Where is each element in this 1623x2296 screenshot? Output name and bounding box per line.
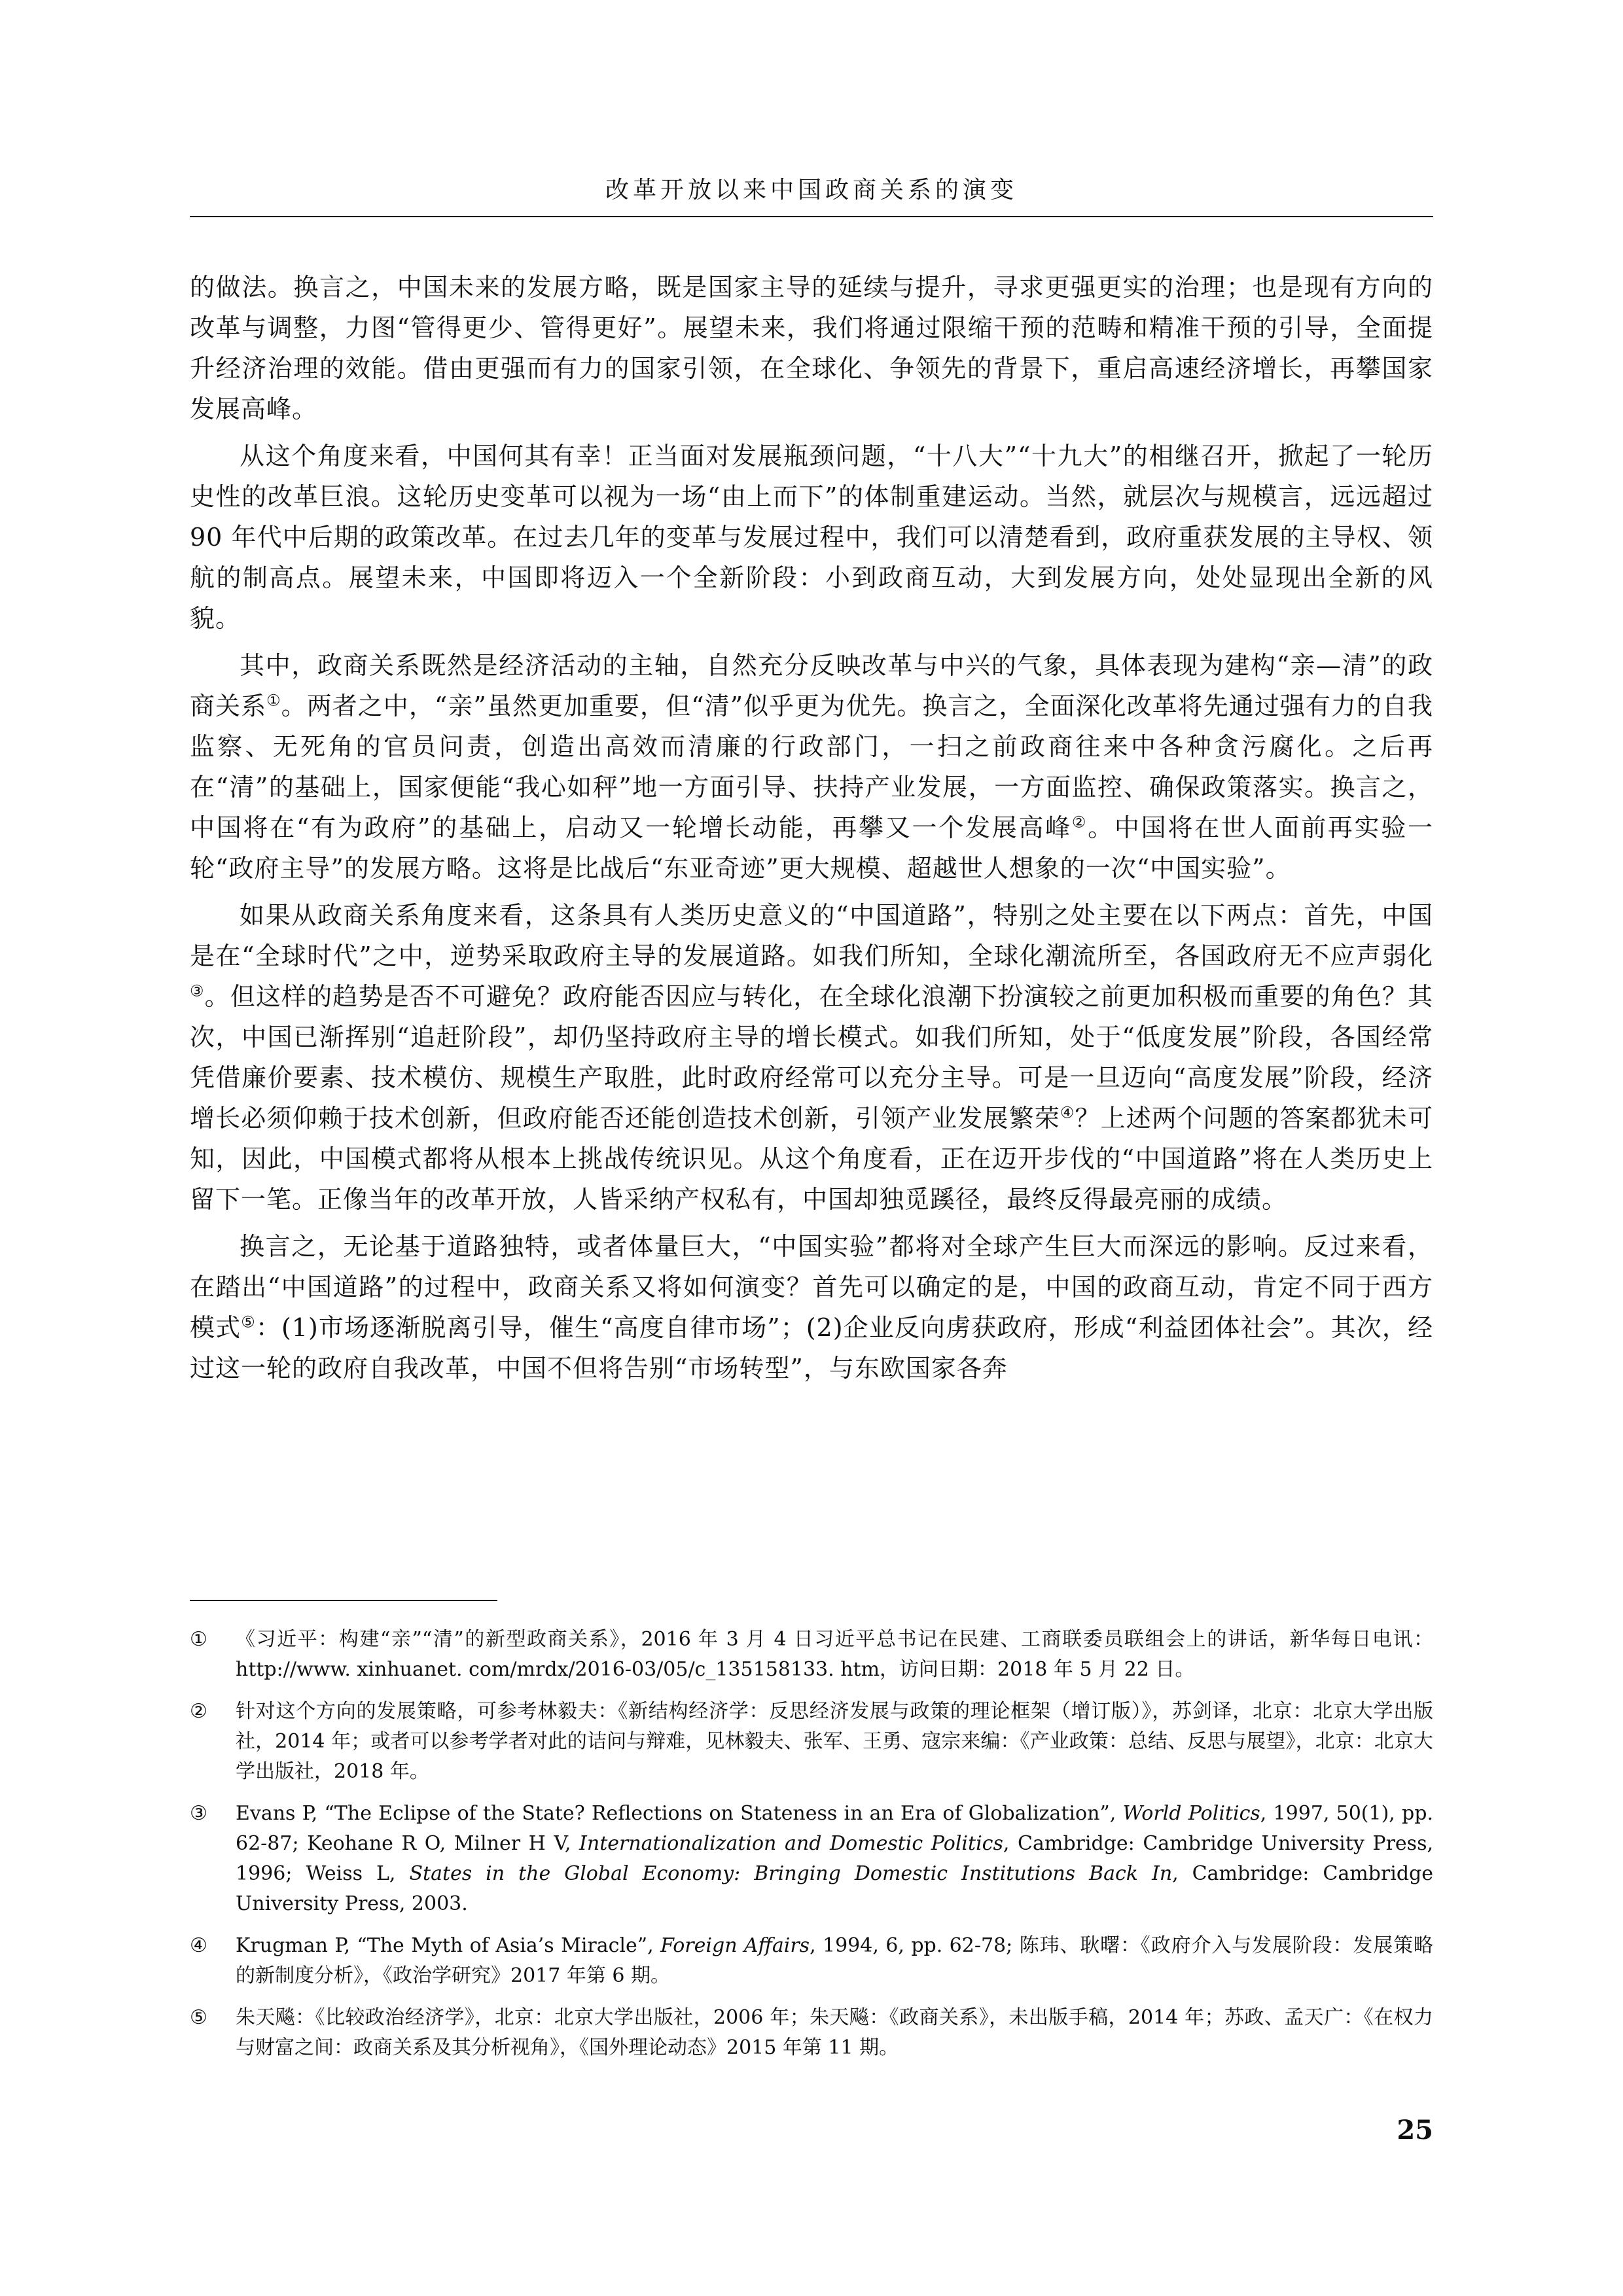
footnote-rule bbox=[190, 1600, 497, 1601]
footnote-text-part: , Cambridge: Cambridge University Press, 1996; Weiss L, bbox=[236, 1832, 1434, 1885]
footnote-number: ④ bbox=[190, 1934, 207, 1957]
paragraph-4-text-b: 。但这样的趋势是否不可避免？政府能否因应与转化，在全球化浪潮下扮演较之前更加积极而重要的角色？其次，中国已渐挥别“追赶阶段”，却仍坚持政府主导的增长模式。如我们所知，处于“低度发展”阶段，各国经常凭借廉价要素、技术模仿、规模生产取胜，此时政府经常可以充分主导。可是一旦迈向“高度发展”阶段，经济增长必须仰赖于技术创新，但政府能否还能创造技术创新，引领产业发展繁荣 bbox=[190, 982, 1434, 1133]
footnote-5 bbox=[190, 2003, 1433, 2063]
paragraph-3 bbox=[190, 645, 1433, 889]
footnote-ref-4[interactable]: ④ bbox=[1060, 1103, 1075, 1122]
body-text bbox=[190, 267, 1433, 1395]
footnote-ref-1[interactable]: ① bbox=[266, 691, 281, 710]
footnote-text-part: , 1997, 50(1), pp. 62-87; Keohane R O, Milner H V, bbox=[236, 1802, 1433, 1855]
footnotes bbox=[190, 1625, 1433, 2075]
paragraph-3-text-a: 其中，政商关系既然是经济活动的主轴，自然充分反映改革与中兴的气象，具体表现为建构“亲—清”的政商关系 bbox=[190, 651, 1433, 720]
running-header-title: 改革开放以来中国政商关系的演变 bbox=[605, 177, 1018, 203]
header-rule bbox=[190, 216, 1433, 217]
footnote-text-part: , 1994, 6, pp. 62-78; 陈玮、耿曙：《政府介入与发展阶段：发展策略的新制度分析》，《政治学研究》2017 年第 6 期。 bbox=[236, 1934, 1433, 1987]
footnote-1 bbox=[190, 1625, 1433, 1685]
footnote-text-part: Krugman P, “The Myth of Asia’s Miracle”, bbox=[236, 1934, 661, 1957]
paragraph-4-text-a: 如果从政商关系角度来看，这条具有人类历史意义的“中国道路”，特别之处主要在以下两点：首先，中国是在“全球时代”之中，逆势采取政府主导的发展道路。如我们所知，全球化潮流所至，各国政府无不应声弱化 bbox=[190, 901, 1433, 970]
footnote-4 bbox=[190, 1931, 1433, 1991]
paragraph-5-text-b: ：(1)市场逐渐脱离引导，催生“高度自律市场”；(2)企业反向虏获政府，形成“利益团体社会”。其次，经过这一轮的政府自我改革，中国不但将告别“市场转型”，与东欧国家各奔 bbox=[190, 1313, 1433, 1383]
footnote-text-part: , Cambridge: Cambridge University Press, 2003. bbox=[236, 1862, 1433, 1915]
footnote-text bbox=[236, 1799, 1433, 1919]
footnote-number: ③ bbox=[190, 1802, 207, 1825]
footnote-ref-2[interactable]: ② bbox=[1071, 813, 1088, 832]
journal-title: Foreign Affairs bbox=[660, 1934, 810, 1957]
footnote-3 bbox=[190, 1799, 1433, 1919]
footnote-ref-3[interactable]: ③ bbox=[190, 981, 205, 1000]
paragraph-3-text-b: 。两者之中，“亲”虽然更加重要，但“清”似乎更为优先。换言之，全面深化改革将先通过强有力的自我监察、无死角的官员问责，创造出高效而清廉的行政部门，一扫之前政商往来中各种贪污腐化。之后再在“清”的基础上，国家便能“我心如秤”地一方面引导、扶持产业发展，一方面监控、确保政策落实。换言之，中国将在“有为政府”的基础上，启动又一轮增长动能，再攀又一个发展高峰 bbox=[190, 692, 1433, 842]
footnote-number: ① bbox=[190, 1628, 207, 1651]
paragraph-2: 从这个角度来看，中国何其有幸！正当面对发展瓶颈问题，“十八大”“十九大”的相继召开，掀起了一轮历史性的改革巨浪。这轮历史变革可以视为一场“由上而下”的体制重建运动。当然，就层次与规模言，远远超过 90 年代中后期的政策改革。在过去几年的变革与发展过程中，我们可以清楚看到，政府重获发展的主导权、领航的制高点。展望未来，中国即将迈入一个全新阶段：小到政商互动，大到发展方向，处处显现出全新的风貌。 bbox=[190, 442, 1433, 633]
paragraph-5 bbox=[190, 1226, 1433, 1388]
footnote-number: ⑤ bbox=[190, 2006, 207, 2029]
footnote-2 bbox=[190, 1697, 1433, 1787]
page-number: 25 bbox=[1397, 2115, 1433, 2146]
journal-title: World Politics bbox=[1122, 1802, 1260, 1825]
footnote-text bbox=[236, 1931, 1433, 1991]
footnote-text: 针对这个方向的发展策略，可参考林毅夫：《新结构经济学：反思经济发展与政策的理论框架（增订版）》，苏剑译，北京：北京大学出版社，2014 年；或者可以参考学者对此的诘问与辩难，见林毅夫、张军、王勇、寇宗来编：《产业政策：总结、反思与展望》，北京：北京大学出版社，2018 年。 bbox=[236, 1700, 1433, 1783]
book-title: Internationalization and Domestic Politics bbox=[579, 1832, 1003, 1855]
paragraph-4 bbox=[190, 895, 1433, 1220]
footnote-number: ② bbox=[190, 1700, 207, 1723]
paragraph-3-text-c: 。中国将在世人面前再实验一轮“政府主导”的发展方略。这将是比战后“东亚奇迹”更大规模、超越世人想象的一次“中国实验”。 bbox=[190, 813, 1434, 883]
footnote-ref-5[interactable]: ⑤ bbox=[241, 1313, 256, 1332]
paragraph-1: 的做法。换言之，中国未来的发展方略，既是国家主导的延续与提升，寻求更强更实的治理；也是现有方向的改革与调整，力图“管得更少、管得更好”。展望未来，我们将通过限缩干预的范畴和精准干预的引导，全面提升经济治理的效能。借由更强而有力的国家引领，在全球化、争领先的背景下，重启高速经济增长，再攀国家发展高峰。 bbox=[190, 273, 1433, 423]
paragraph-5-text-a: 换言之，无论基于道路独特，或者体量巨大，“中国实验”都将对全球产生巨大而深远的影响。反过来看，在踏出“中国道路”的过程中，政商关系又将如何演变？首先可以确定的是，中国的政商互动，肯定不同于西方模式 bbox=[190, 1232, 1433, 1342]
book-title: States in the Global Economy: Bringing Domestic Institutions Back In bbox=[409, 1862, 1173, 1885]
footnote-text: 朱天飚：《比较政治经济学》，北京：北京大学出版社，2006 年；朱天飚：《政商关系》，未出版手稿，2014 年；苏政、孟天广：《在权力与财富之间：政商关系及其分析视角》，《国外理论动态》2015 年第 11 期。 bbox=[236, 2006, 1433, 2059]
footnote-text-part: Evans P, “The Eclipse of the State? Reflections on Stateness in an Era of Globalization”, bbox=[236, 1802, 1123, 1825]
footnote-text: 《习近平：构建“亲”“清”的新型政商关系》，2016 年 3 月 4 日习近平总书记在民建、工商联委员联组会上的讲话，新华每日电讯：http://www. xinhuanet. com/mrdx/2016-03/05/c_135158133. htm，访问日期：2018 年 5 月 22 日。 bbox=[236, 1628, 1433, 1681]
paragraph-4-text-c: ？上述两个问题的答案都犹未可知，因此，中国模式都将从根本上挑战传统识见。从这个角度看，正在迈开步伐的“中国道路”将在人类历史上留下一笔。正像当年的改革开放，人皆采纳产权私有，中国却独觅蹊径，最终反得最亮丽的成绩。 bbox=[190, 1104, 1433, 1214]
